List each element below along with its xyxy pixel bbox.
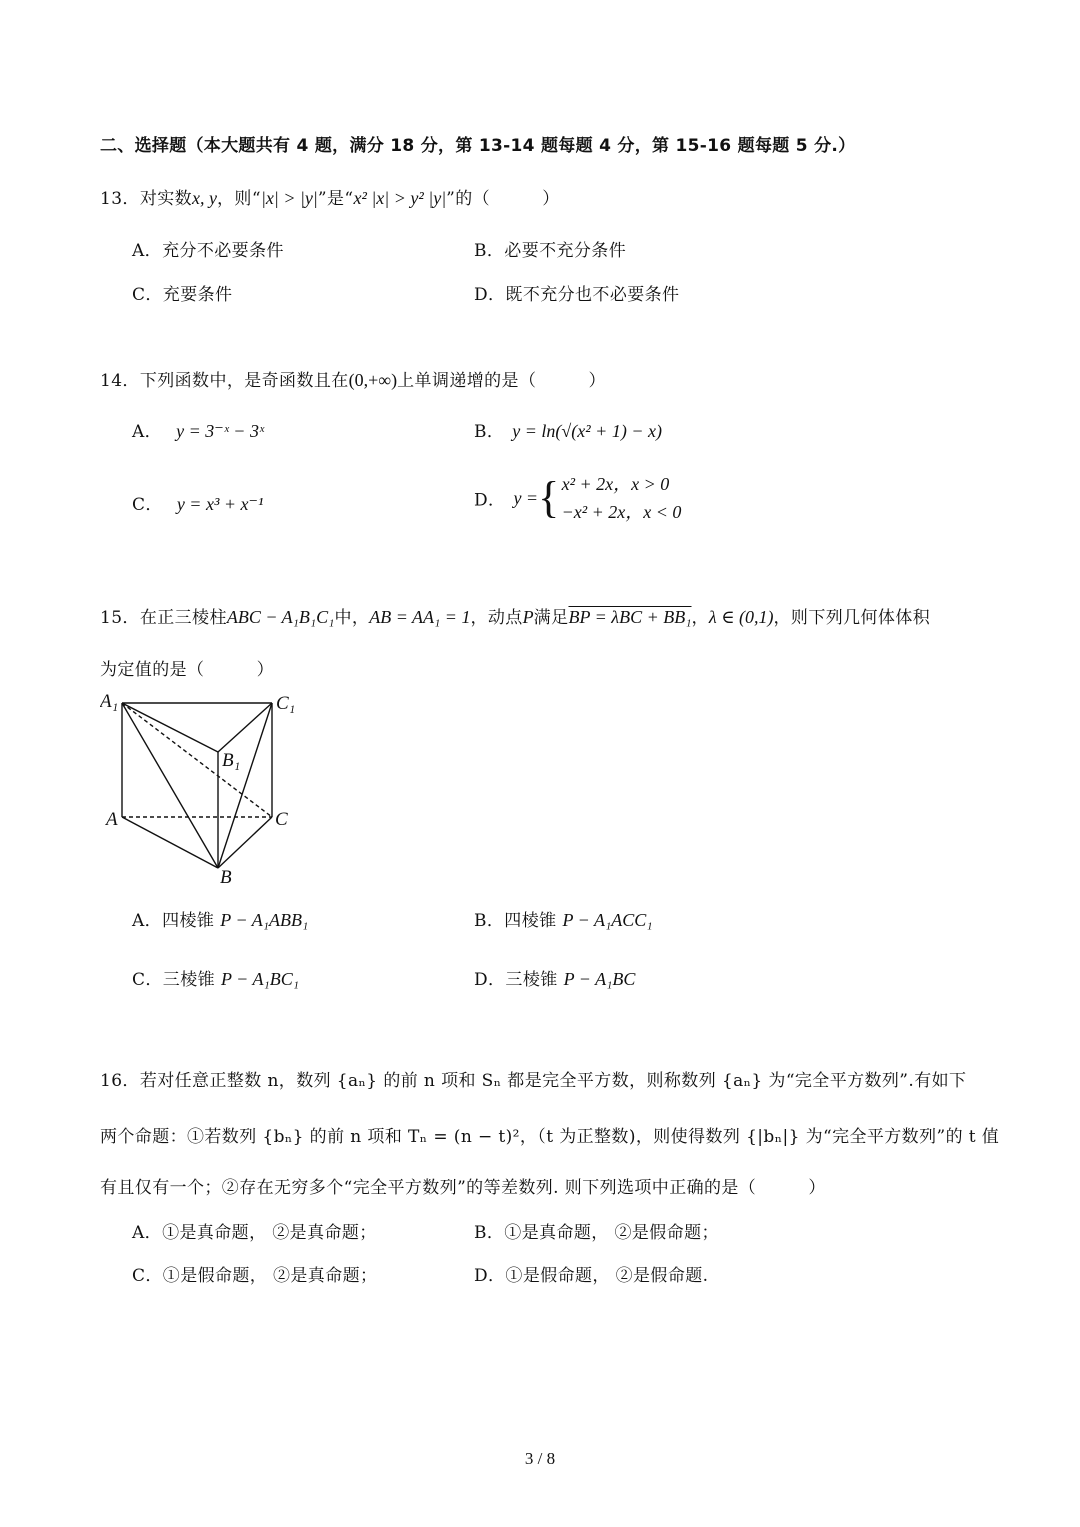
option-label: C． bbox=[132, 495, 163, 515]
page-number: 3 / 8 bbox=[524, 1449, 556, 1468]
q14-option-b bbox=[474, 417, 662, 442]
q16-option-b: B．①是真命题， ②是假命题； bbox=[474, 1223, 719, 1243]
question-13 bbox=[100, 184, 560, 209]
q15-text: 中， bbox=[334, 608, 370, 628]
prism-figure bbox=[100, 683, 310, 888]
q15-point: P bbox=[522, 607, 534, 627]
q15-option-d bbox=[474, 965, 635, 990]
q14-text: 上单调递增的是（ ） bbox=[397, 371, 606, 391]
option-label: D． bbox=[474, 490, 506, 511]
q15-option-b bbox=[474, 906, 653, 931]
question-15 bbox=[100, 603, 930, 628]
q16-line-1: 若对任意正整数 n，数列 {aₙ} 的前 n 项和 Sₙ 都是完全平方数，则称数列 {aₙ} 为“完全平方数列”.有如下 bbox=[139, 1071, 967, 1091]
section-header: 二、选择题（本大题共有 4 题，满分 18 分，第 13-14 题每题 4 分，第 15-16 题每题 5 分.） bbox=[100, 136, 856, 156]
question-number: 13． bbox=[100, 189, 140, 209]
option-label: C．三棱锥 bbox=[132, 970, 216, 990]
q16-option-a: A．①是真命题， ②是真命题； bbox=[132, 1223, 377, 1243]
option-label: A．四棱锥 bbox=[132, 911, 215, 931]
question-14 bbox=[100, 366, 606, 391]
q13-option-d: D．既不充分也不必要条件 bbox=[474, 285, 680, 305]
q16-option-d: D．①是假命题， ②是假命题. bbox=[474, 1266, 709, 1286]
q13-option-a: A．充分不必要条件 bbox=[132, 241, 284, 261]
q13-condition-1: |x| > |y| bbox=[260, 188, 318, 208]
q15-text: ， bbox=[691, 608, 709, 628]
q13-option-c: C．充要条件 bbox=[132, 285, 233, 305]
label-a1: A₁ bbox=[100, 691, 119, 712]
q14-option-a bbox=[132, 417, 264, 442]
option-expr: P − A₁BC₁ bbox=[221, 969, 300, 989]
q15-prism: ABC − A₁B₁C₁ bbox=[226, 607, 335, 627]
label-a: A bbox=[106, 809, 118, 830]
q14-option-c bbox=[132, 490, 263, 515]
piecewise-cases bbox=[562, 470, 682, 526]
q13-text: ，则“ bbox=[217, 189, 261, 209]
question-15-line-2: 为定值的是（ ） bbox=[100, 660, 274, 680]
option-expr: P − A₁ABB₁ bbox=[220, 910, 309, 930]
option-expr: y = x³ + x⁻¹ bbox=[176, 494, 264, 514]
question-number: 16． bbox=[100, 1071, 140, 1091]
question-16-line-3: 有且仅有一个；②存在无穷多个“完全平方数列”的等差数列. 则下列选项中正确的是（ ） bbox=[100, 1178, 826, 1198]
q15-text: ，动点 bbox=[470, 608, 523, 628]
question-16 bbox=[100, 1066, 966, 1091]
option-label: D．三棱锥 bbox=[474, 970, 558, 990]
option-expr-lhs: y = bbox=[513, 487, 539, 508]
q13-text: ”的（ ） bbox=[446, 189, 560, 209]
q15-option-a bbox=[132, 906, 308, 931]
option-label: B． bbox=[474, 422, 505, 442]
q13-text: ”是“ bbox=[317, 189, 354, 209]
label-b: B bbox=[220, 867, 232, 888]
label-c: C bbox=[275, 809, 288, 830]
q14-interval: (0,+∞) bbox=[348, 370, 398, 390]
question-number: 15． bbox=[100, 608, 140, 628]
label-c1: C₁ bbox=[276, 693, 296, 714]
option-expr: y = ln(√(x² + 1) − x) bbox=[512, 421, 662, 441]
q15-text: 满足 bbox=[533, 608, 569, 628]
q14-text: 下列函数中，是奇函数且在 bbox=[139, 371, 349, 391]
q15-equation: AB = AA₁ = 1 bbox=[369, 607, 471, 627]
label-b1: B₁ bbox=[222, 750, 241, 771]
edge-a1c-hidden bbox=[122, 703, 272, 817]
brace: { bbox=[538, 473, 560, 522]
q13-vars: x, y bbox=[192, 188, 218, 208]
option-label: A． bbox=[132, 422, 163, 442]
question-number: 14． bbox=[100, 371, 140, 391]
q15-option-c bbox=[132, 965, 299, 990]
q16-option-c: C．①是假命题， ②是真命题； bbox=[132, 1266, 378, 1286]
q13-condition-2: x² |x| > y² |y| bbox=[353, 188, 447, 208]
question-16-line-2: 两个命题：①若数列 {bₙ} 的前 n 项和 Tₙ = (n − t)²，（t 为正整数)，则使得数列 {|bₙ|} 为“完全平方数列”的 t 值 bbox=[100, 1127, 1000, 1147]
option-label: B．四棱锥 bbox=[474, 911, 557, 931]
q13-option-b: B．必要不充分条件 bbox=[474, 241, 627, 261]
q14-option-d bbox=[474, 470, 681, 526]
q15-vector-eq: BP = λBC + BB₁ bbox=[568, 607, 692, 627]
case-2: −x² + 2x，x < 0 bbox=[561, 502, 682, 522]
q15-lambda: λ ∈ (0,1) bbox=[708, 607, 774, 627]
option-expr: P − A₁ACC₁ bbox=[562, 910, 653, 930]
option-expr: y = 3⁻ˣ − 3ˣ bbox=[176, 421, 265, 441]
case-1: x² + 2x，x > 0 bbox=[561, 474, 670, 494]
q15-text: 在正三棱柱 bbox=[139, 608, 227, 628]
q15-text: ，则下列几何体体积 bbox=[773, 608, 931, 628]
option-expr: P − A₁BC bbox=[563, 969, 636, 989]
q13-text: 对实数 bbox=[139, 189, 193, 209]
